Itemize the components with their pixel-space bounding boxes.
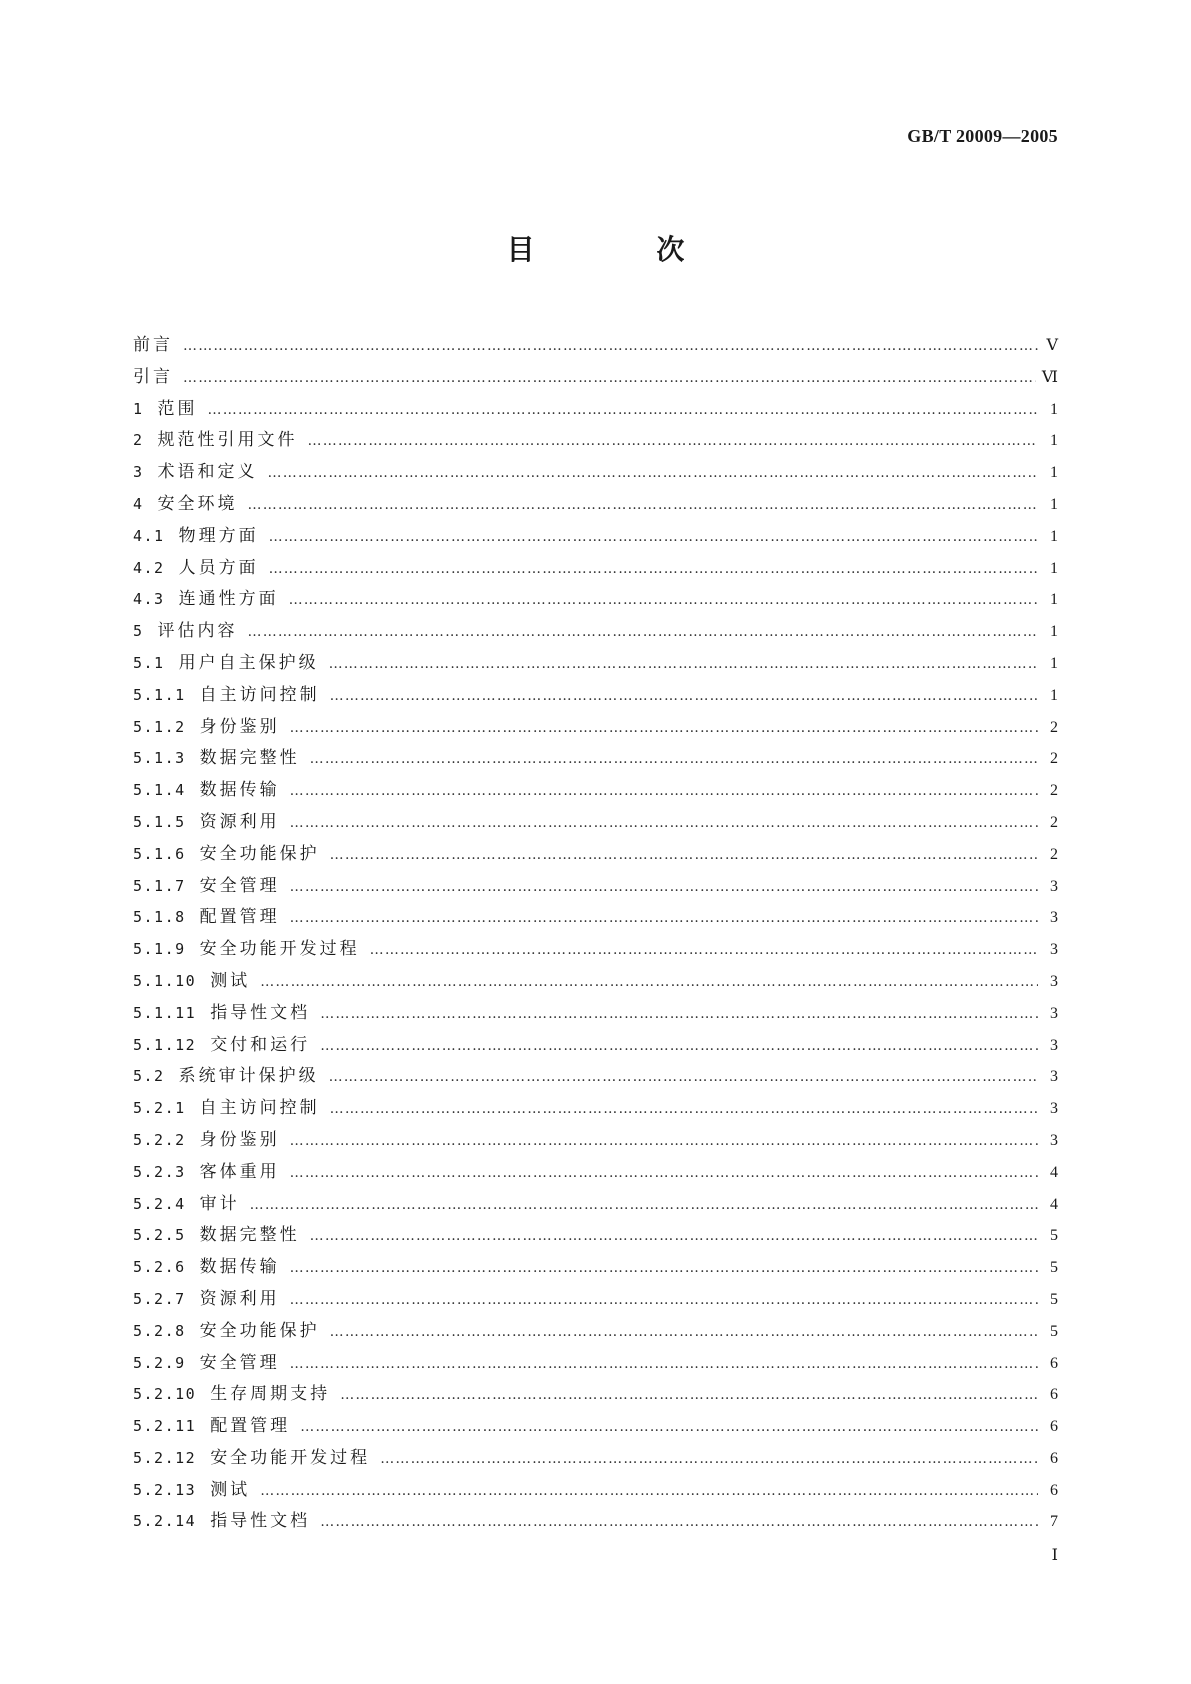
toc-entry-number: 5.1.7	[133, 876, 186, 895]
toc-entry-page: 6	[1050, 1418, 1058, 1436]
toc-entry-label: 范围	[157, 398, 198, 419]
toc-entry-number: 5.2.3	[133, 1162, 186, 1181]
toc-entry-number: 5.2.4	[133, 1194, 186, 1213]
toc-entry-page: 3	[1050, 1004, 1058, 1022]
toc-entry-label: 安全环境	[157, 493, 238, 514]
toc-entry-page: 1	[1050, 654, 1058, 672]
toc-entry[interactable]	[133, 1348, 1058, 1380]
toc-entry-label: 配置管理	[210, 1416, 291, 1437]
toc-entry[interactable]	[133, 680, 1058, 712]
toc-entry-page: 3	[1050, 972, 1058, 990]
toc-entry[interactable]	[133, 648, 1058, 680]
toc-entry-number: 5.1.6	[133, 844, 186, 863]
toc-entry-number: 5.2.6	[133, 1258, 186, 1277]
toc-entry[interactable]	[133, 1157, 1058, 1189]
toc-entry-label: 生存周期支持	[210, 1384, 331, 1405]
toc-entry-label: 安全功能开发过程	[199, 939, 360, 960]
toc-entry-number: 5.1.8	[133, 908, 186, 927]
toc-entry-number: 4	[133, 494, 144, 513]
toc-entry-label: 指导性文档	[210, 1002, 311, 1023]
toc-dot-leader	[183, 331, 1038, 363]
toc-entry-number: 5.2.14	[133, 1512, 197, 1531]
toc-entry-number: 5.1.12	[133, 1035, 197, 1054]
toc-entry-number: 5	[133, 622, 144, 641]
toc-entry[interactable]	[133, 1316, 1058, 1348]
toc-entry-label: 引言	[133, 366, 173, 387]
toc-entry-page: 1	[1050, 527, 1058, 545]
toc-entry-label: 审计	[199, 1193, 240, 1214]
toc-entry-number: 4.1	[133, 526, 165, 545]
toc-entry-page: 3	[1050, 1068, 1058, 1086]
toc-entry[interactable]	[133, 839, 1058, 871]
toc-entry-label: 自主访问控制	[199, 1098, 320, 1119]
toc-entry-label: 测试	[210, 1479, 251, 1500]
toc-entry-page: Ⅵ	[1041, 368, 1058, 386]
toc-entry[interactable]	[133, 1030, 1058, 1062]
toc-entry-number: 2	[133, 431, 144, 450]
toc-entry-number: 5.1.5	[133, 812, 186, 831]
toc-dot-leader	[300, 1412, 1038, 1444]
toc-entry-number: 5.1.4	[133, 781, 186, 800]
toc-dot-leader	[308, 426, 1038, 458]
toc-dot-leader	[290, 776, 1038, 808]
toc-entry-label: 指导性文档	[210, 1511, 311, 1532]
toc-entry[interactable]	[133, 775, 1058, 807]
toc-entry[interactable]	[133, 330, 1058, 362]
toc-dot-leader	[250, 1190, 1038, 1222]
toc-entry-number: 5.2.1	[133, 1099, 186, 1118]
toc-entry-label: 系统审计保护级	[178, 1066, 319, 1087]
toc-entry[interactable]	[133, 1125, 1058, 1157]
toc-dot-leader	[290, 1285, 1038, 1317]
toc-entry-number: 5.2.13	[133, 1480, 197, 1499]
toc-entry-number: 4.2	[133, 558, 165, 577]
toc-entry-label: 自主访问控制	[199, 684, 320, 705]
toc-entry[interactable]	[133, 584, 1058, 616]
toc-entry[interactable]	[133, 616, 1058, 648]
toc-entry-page: 6	[1050, 1481, 1058, 1499]
toc-entry-number: 5.1.9	[133, 940, 186, 959]
toc-entry-number: 5.1.10	[133, 971, 197, 990]
toc-dot-leader	[380, 1444, 1038, 1476]
toc-entry-page: 2	[1050, 750, 1058, 768]
toc-dot-leader	[370, 935, 1038, 967]
toc-entry-page: 3	[1050, 877, 1058, 895]
toc-entry[interactable]	[133, 1379, 1058, 1411]
toc-dot-leader	[330, 840, 1038, 872]
toc-dot-leader	[289, 585, 1038, 617]
toc-entry-label: 安全功能保护	[199, 843, 320, 864]
toc-entry-label: 安全功能保护	[199, 1320, 320, 1341]
toc-entry-page: 1	[1050, 686, 1058, 704]
toc-dot-leader	[248, 490, 1038, 522]
toc-entry-label: 数据完整性	[199, 1225, 300, 1246]
toc-entry-label: 规范性引用文件	[157, 430, 298, 451]
toc-entry[interactable]	[133, 425, 1058, 457]
toc-entry-page: 5	[1050, 1259, 1058, 1277]
toc-entry[interactable]	[133, 712, 1058, 744]
toc-dot-leader	[269, 554, 1038, 586]
toc-entry-page: 5	[1050, 1290, 1058, 1308]
toc-entry[interactable]	[133, 1475, 1058, 1507]
toc-entry-label: 客体重用	[199, 1161, 280, 1182]
toc-entry-page: 2	[1050, 845, 1058, 863]
toc-entry[interactable]	[133, 1189, 1058, 1221]
toc-dot-leader	[269, 522, 1038, 554]
toc-entry-page: 1	[1050, 623, 1058, 641]
toc-entry-label: 身份鉴别	[199, 1129, 280, 1150]
toc-entry-number: 3	[133, 463, 144, 482]
toc-entry[interactable]	[133, 1061, 1058, 1093]
toc-entry[interactable]	[133, 1220, 1058, 1252]
toc-entry[interactable]	[133, 1284, 1058, 1316]
toc-entry-label: 身份鉴别	[199, 716, 280, 737]
toc-dot-leader	[268, 458, 1038, 490]
toc-entry[interactable]	[133, 934, 1058, 966]
toc-dot-leader	[290, 1158, 1038, 1190]
toc-dot-leader	[320, 1031, 1038, 1063]
toc-entry-page: 6	[1050, 1354, 1058, 1372]
toc-dot-leader	[290, 1253, 1038, 1285]
toc-dot-leader	[290, 1349, 1038, 1381]
toc-entry[interactable]	[133, 743, 1058, 775]
toc-entry-label: 配置管理	[199, 907, 280, 928]
toc-entry[interactable]	[133, 489, 1058, 521]
toc-entry-number: 5.1	[133, 653, 165, 672]
toc-dot-leader	[183, 363, 1036, 395]
toc-entry-page: 7	[1050, 1513, 1058, 1531]
toc-entry-number: 5.2.9	[133, 1353, 186, 1372]
toc-entry-label: 用户自主保护级	[178, 652, 319, 673]
toc-entry-page: 4	[1050, 1163, 1058, 1181]
toc-entry[interactable]	[133, 394, 1058, 426]
toc-entry-label: 安全管理	[199, 875, 280, 896]
toc-dot-leader	[330, 681, 1038, 713]
toc-entry[interactable]	[133, 807, 1058, 839]
toc-entry-page: 2	[1050, 782, 1058, 800]
page-number: Ⅰ	[1051, 1547, 1058, 1564]
toc-entry-page: 1	[1050, 591, 1058, 609]
toc-dot-leader	[290, 903, 1038, 935]
toc-dot-leader	[208, 395, 1038, 427]
toc-entry-page: 6	[1050, 1449, 1058, 1467]
toc-dot-leader	[320, 999, 1038, 1031]
toc-entry[interactable]	[133, 1252, 1058, 1284]
toc-entry[interactable]	[133, 521, 1058, 553]
toc-dot-leader	[290, 1126, 1038, 1158]
toc-entry-label: 测试	[210, 970, 251, 991]
toc-dot-leader	[290, 808, 1038, 840]
toc-entry-page: 3	[1050, 1100, 1058, 1118]
toc-dot-leader	[248, 617, 1038, 649]
toc-entry-label: 安全管理	[199, 1352, 280, 1373]
toc-dot-leader	[260, 967, 1038, 999]
page-title: 目 次	[506, 233, 741, 266]
toc-entry-page: 6	[1050, 1386, 1058, 1404]
toc-entry-page: 5	[1050, 1322, 1058, 1340]
toc-entry-page: 3	[1050, 1131, 1058, 1149]
toc-entry-page: 3	[1050, 909, 1058, 927]
toc-entry-label: 术语和定义	[157, 462, 258, 483]
toc-entry-label: 物理方面	[178, 525, 259, 546]
toc-entry-label: 资源利用	[199, 1288, 280, 1309]
toc-entry-number: 5.1.3	[133, 749, 186, 768]
toc-entry-number: 1	[133, 399, 144, 418]
toc-entry-number: 5.2.12	[133, 1448, 197, 1467]
toc-entry-label: 资源利用	[199, 811, 280, 832]
toc-entry-number: 5.1.2	[133, 717, 186, 736]
toc-entry-number: 5.1.11	[133, 1003, 197, 1022]
toc-dot-leader	[260, 1476, 1038, 1508]
toc-entry[interactable]	[133, 1411, 1058, 1443]
toc-entry-page: 2	[1050, 718, 1058, 736]
toc-entry-number: 5.1.1	[133, 685, 186, 704]
toc-dot-leader	[320, 1507, 1038, 1539]
toc-dot-leader	[290, 713, 1038, 745]
toc-dot-leader	[290, 872, 1038, 904]
toc-entry-label: 人员方面	[178, 557, 259, 578]
toc-entry-label: 前言	[133, 335, 173, 355]
toc-entry[interactable]	[133, 457, 1058, 489]
toc-entry-number: 5.2.8	[133, 1321, 186, 1340]
toc-entry-label: 数据完整性	[199, 748, 300, 769]
toc-entry-number: 5.2.2	[133, 1130, 186, 1149]
toc-entry-label: 数据传输	[199, 780, 280, 801]
toc-entry-label: 连通性方面	[178, 589, 279, 610]
toc-entry-page: 1	[1050, 400, 1058, 418]
toc-entry[interactable]	[133, 871, 1058, 903]
toc-entry[interactable]	[133, 553, 1058, 585]
standard-code: GB/T 20009—2005	[907, 126, 1058, 146]
toc-entry-page: 2	[1050, 813, 1058, 831]
toc-dot-leader	[330, 1094, 1038, 1126]
toc-entry[interactable]	[133, 1443, 1058, 1475]
toc-entry-page: 3	[1050, 941, 1058, 959]
toc-entry[interactable]	[133, 902, 1058, 934]
toc-dot-leader	[310, 1221, 1038, 1253]
toc-entry[interactable]	[133, 1093, 1058, 1125]
toc-entry-page: 1	[1050, 432, 1058, 450]
toc-entry-label: 安全功能开发过程	[210, 1447, 371, 1468]
toc-entry-page: 1	[1050, 495, 1058, 513]
toc-dot-leader	[340, 1380, 1038, 1412]
table-of-contents	[133, 330, 1058, 1538]
toc-entry-label: 评估内容	[157, 621, 238, 642]
toc-entry-number: 5.2.5	[133, 1226, 186, 1245]
toc-entry-number: 5.2.11	[133, 1417, 197, 1436]
toc-entry-page: 1	[1050, 464, 1058, 482]
toc-entry-page: 3	[1050, 1036, 1058, 1054]
toc-entry[interactable]	[133, 966, 1058, 998]
toc-entry-number: 5.2.7	[133, 1289, 186, 1308]
toc-dot-leader	[330, 1317, 1038, 1349]
toc-entry-page: 4	[1050, 1195, 1058, 1213]
toc-dot-leader	[329, 649, 1038, 681]
toc-entry-page: Ⅴ	[1046, 337, 1058, 354]
toc-entry[interactable]	[133, 998, 1058, 1030]
toc-entry-page: 1	[1050, 559, 1058, 577]
toc-entry-label: 数据传输	[199, 1257, 280, 1278]
toc-entry-page: 5	[1050, 1227, 1058, 1245]
toc-entry-number: 5.2	[133, 1067, 165, 1086]
toc-entry-label: 交付和运行	[210, 1034, 311, 1055]
toc-entry-number: 4.3	[133, 590, 165, 609]
toc-dot-leader	[310, 744, 1038, 776]
toc-entry-number: 5.2.10	[133, 1385, 197, 1404]
toc-entry[interactable]	[133, 1506, 1058, 1538]
toc-entry[interactable]	[133, 362, 1058, 394]
toc-dot-leader	[329, 1062, 1038, 1094]
